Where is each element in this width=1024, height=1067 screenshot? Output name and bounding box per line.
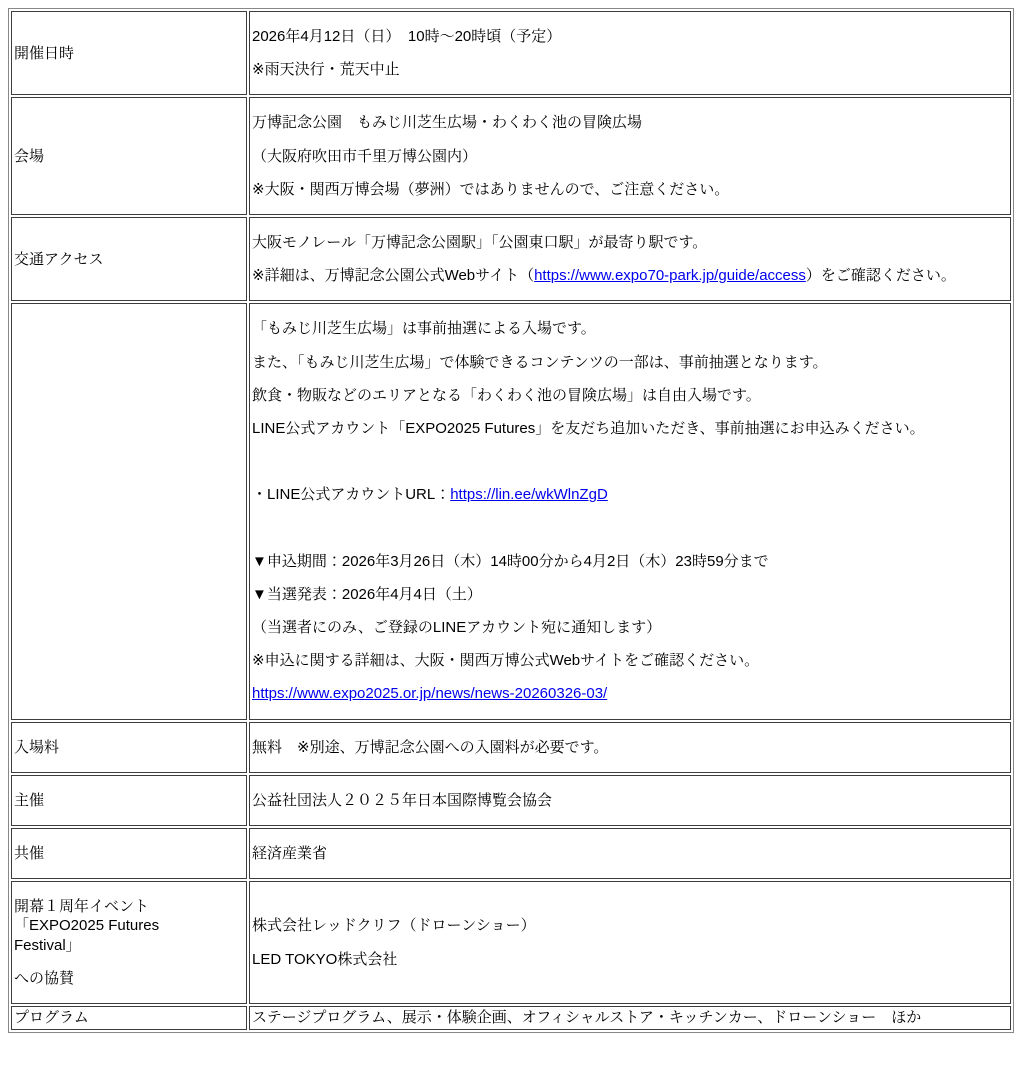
paragraph: 「もみじ川芝生広場」は事前抽選による入場です。: [252, 320, 596, 338]
label-line: 開幕１周年イベント: [14, 898, 150, 916]
row-content-organizer: [249, 775, 1011, 826]
sponsorship-label-suffix: への協賛: [14, 969, 75, 987]
paragraph: 万博記念公園 もみじ川芝生広場・わくわく池の冒険広場: [252, 114, 643, 132]
blank-line: [252, 518, 1008, 537]
blank-line: [252, 452, 1008, 471]
row-content-datetime: [249, 11, 1011, 95]
table-row-venue: [11, 97, 1011, 215]
row-label-venue: 会場: [11, 97, 247, 215]
paragraph: LED TOKYO株式会社: [252, 950, 398, 968]
expo70-park-access-link[interactable]: https://www.expo70-park.jp/guide/access: [534, 267, 806, 285]
row-label-program: プログラム: [11, 1006, 247, 1030]
paragraph: [252, 684, 1008, 703]
line-url-label: ・LINE公式アカウントURL：: [252, 486, 451, 504]
paragraph: ※雨天決行・荒天中止: [252, 61, 400, 79]
paragraph: 株式会社レッドクリフ（ドローンショー）: [252, 917, 536, 935]
table-row-entry-lottery: [11, 303, 1011, 719]
detail-pre-text: ※詳細は、万博記念公園公式Webサイト（: [252, 267, 535, 285]
row-content-venue: [249, 97, 1011, 215]
paragraph: [252, 485, 1008, 504]
line-account-link[interactable]: https://lin.ee/wkWlnZgD: [450, 486, 608, 504]
table-row-program: [11, 1006, 1011, 1030]
row-content-co-organizer: [249, 828, 1011, 879]
paragraph: ※申込に関する詳細は、大阪・関西万博公式Webサイトをご確認ください。: [252, 652, 760, 670]
row-label-sponsorship: [11, 881, 247, 1004]
label-line: 「EXPO2025 Futures: [14, 917, 160, 935]
row-label-admission: 入場料: [11, 722, 247, 773]
paragraph: [252, 266, 1008, 285]
paragraph: 無料 ※別途、万博記念公園への入園料が必要です。: [252, 738, 609, 756]
paragraph: （当選者にのみ、ご登録のLINEアカウント宛に通知します）: [252, 619, 662, 636]
row-label-entry-lottery-empty: [11, 303, 247, 719]
sponsorship-label-line-group: [14, 897, 244, 955]
expo2025-news-link[interactable]: https://www.expo2025.or.jp/news/news-20260326-03/: [252, 685, 608, 703]
row-label-access: 交通アクセス: [11, 217, 247, 301]
paragraph: （大阪府吹田市千里万博公園内）: [252, 147, 478, 165]
paragraph: ▼当選発表：2026年4月4日（土）: [252, 585, 482, 603]
row-content-entry-lottery: [249, 303, 1011, 719]
row-content-program: ステージプログラム、展示・体験企画、オフィシャルストア・キッチンカー、ドローンショー ほか: [249, 1006, 1011, 1030]
row-content-sponsorship: [249, 881, 1011, 1004]
paragraph: 公益社団法人２０２５年日本国際博覧会協会: [252, 791, 553, 809]
row-label-co-organizer: 共催: [11, 828, 247, 879]
table-row-organizer: [11, 775, 1011, 826]
paragraph: また、「もみじ川芝生広場」で体験できるコンテンツの一部は、事前抽選となります。: [252, 353, 828, 371]
paragraph: 経済産業省: [252, 844, 328, 862]
table-row-sponsorship: [11, 881, 1011, 1004]
table-row-co-organizer: [11, 828, 1011, 879]
table-row-access: [11, 217, 1011, 301]
paragraph: LINE公式アカウント「EXPO2025 Futures」を友だち追加いただき、事前抽選にお申込みください。: [252, 419, 925, 437]
paragraph: ※大阪・関西万博会場（夢洲）ではありませんので、ご注意ください。: [252, 180, 730, 198]
row-content-admission: [249, 722, 1011, 773]
detail-post-text: ）をご確認ください。: [805, 267, 956, 285]
row-content-access: [249, 217, 1011, 301]
event-info-table: [8, 8, 1014, 1033]
paragraph: 大阪モノレール「万博記念公園駅」「公園東口駅」が最寄り駅です。: [252, 233, 708, 251]
label-line: Festival」: [14, 936, 81, 954]
table-row-datetime: [11, 11, 1011, 95]
table-row-admission: [11, 722, 1011, 773]
row-label-datetime: 開催日時: [11, 11, 247, 95]
paragraph: ▼申込期間：2026年3月26日（木）14時00分から4月2日（木）23時59分まで: [252, 552, 769, 570]
event-info-table-body: [11, 11, 1011, 1030]
paragraph: 飲食・物販などのエリアとなる「わくわく池の冒険広場」は自由入場です。: [252, 386, 761, 404]
row-label-organizer: 主催: [11, 775, 247, 826]
paragraph: 2026年4月12日（日） 10時～20時頃（予定）: [252, 28, 562, 45]
